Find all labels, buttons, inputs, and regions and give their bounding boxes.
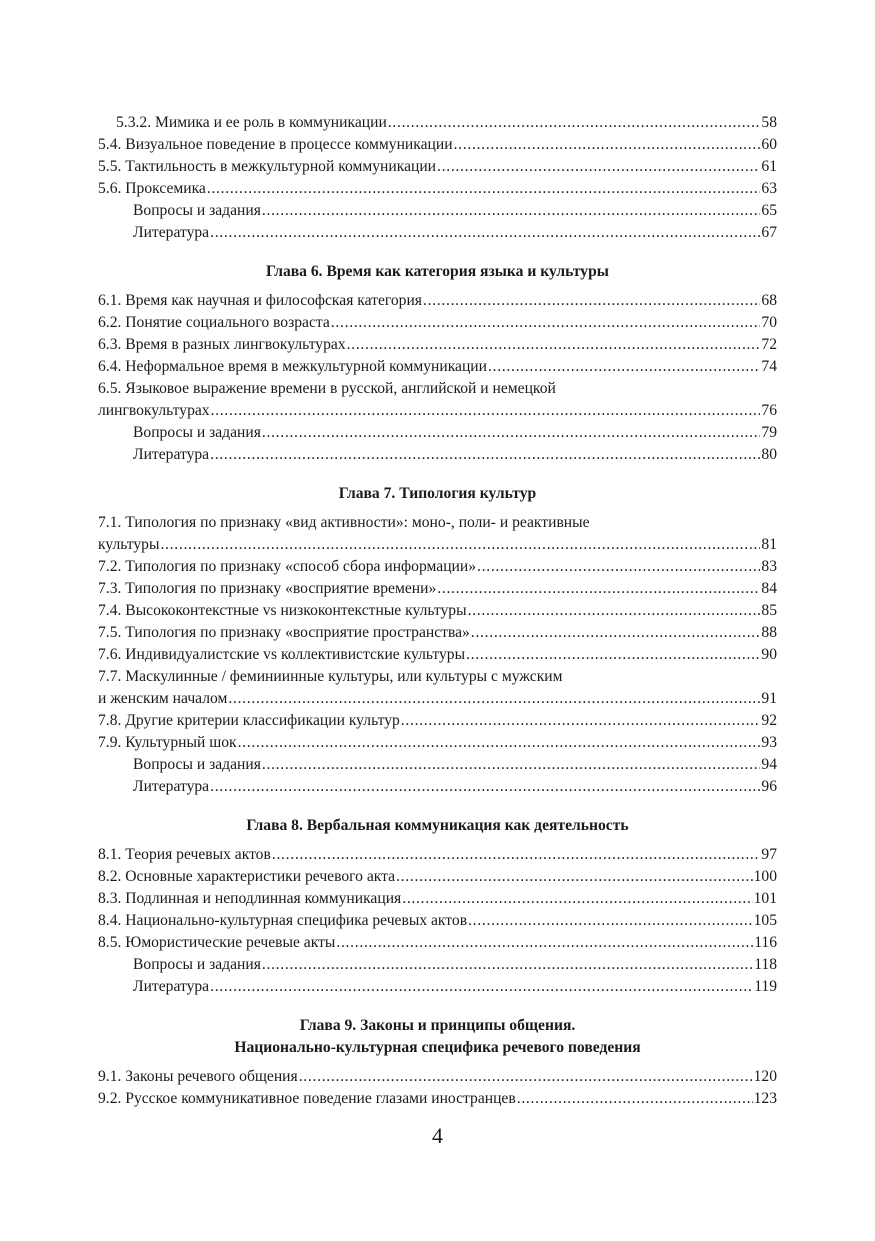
toc-leader-dots [210,776,760,798]
toc-leader-dots [488,356,760,378]
toc-leader-dots [402,888,752,910]
toc-entry-title: 7.6. Индивидуалистские vs коллективистские культуры [98,646,466,663]
toc-leader-dots [299,1066,753,1088]
toc-entry-page: 101 [753,890,777,907]
toc-entry-title: 7.1. Типология по признаку «вид активности»: моно-, поли- и реактивные [98,514,590,531]
toc-entry-title: 7.4. Высококонтекстные vs низкоконтекстные культуры [98,602,467,619]
toc-leader-dots [331,312,761,334]
toc-entry-title-cont: культуры [98,536,160,553]
toc-leader-dots [210,444,760,466]
toc-leader-dots [210,976,753,998]
toc-entry[interactable] [98,178,777,200]
toc-entry[interactable] [98,312,777,334]
toc-entry-page: 85 [761,602,777,619]
toc-leader-dots [388,112,761,134]
toc-entry-title: 9.1. Законы речевого общения [98,1068,298,1085]
chapter-9-heading-line2[interactable]: Национально-культурная специфика речевого поведения [234,1039,641,1056]
toc-leader-dots [262,954,753,976]
toc-leader-dots [160,534,760,556]
toc-entry-page: 65 [761,202,777,219]
toc-entry-page: 97 [761,846,777,863]
toc-entry-page: 100 [753,868,777,885]
toc-entry-page: 123 [753,1090,777,1107]
toc-entry-title: 7.2. Типология по признаку «способ сбора информации» [98,558,477,575]
toc-entry-page: 74 [761,358,777,375]
toc-entry-title: 5.3.2. Мимика и ее роль в коммуникации [116,114,387,131]
toc-entry-first-line[interactable] [98,512,777,534]
toc-entry-page: 118 [754,956,777,973]
toc-entry[interactable] [98,556,777,578]
chapter-7-heading[interactable]: Глава 7. Типология культур [338,485,537,502]
toc-leader-dots [211,400,761,422]
toc-leader-dots [238,732,761,754]
toc-entry-page: 76 [761,402,777,419]
toc-leader-dots [262,200,761,222]
toc-leader-dots [347,334,761,356]
toc-entry-title: 5.6. Проксемика [98,180,206,197]
toc-entry-page: 96 [761,778,777,795]
toc-entry-title: 6.1. Время как научная и философская категория [98,292,422,309]
toc-leader-dots [396,866,753,888]
toc-entry-page: 88 [761,624,777,641]
chapter-8-heading[interactable]: Глава 8. Вербальная коммуникация как деятельность [246,817,629,834]
toc-entry-title: Литература [133,778,210,795]
toc-entry-title: 6.2. Понятие социального возраста [98,314,330,331]
toc-entry-page: 120 [753,1068,777,1085]
toc-entry-page: 61 [761,158,777,175]
toc-entry-title: 7.9. Культурный шок [98,734,237,751]
toc-entry[interactable] [98,710,777,732]
toc-entry[interactable] [98,1066,777,1088]
toc-entry[interactable] [98,932,777,954]
toc-entry-title: 5.4. Визуальное поведение в процессе коммуникации [98,136,453,153]
toc-leader-dots [210,222,760,244]
toc-entry-first-line[interactable] [98,666,777,688]
toc-entry-title: Вопросы и задания [133,756,261,773]
toc-entry-title: 8.4. Национально-культурная специфика речевых актов [98,912,468,929]
toc-entry-literature[interactable] [98,776,777,798]
toc-entry-page: 94 [761,756,777,773]
toc-entry-literature[interactable] [98,976,777,998]
toc-entry-title: Вопросы и задания [133,956,261,973]
toc-entry-page: 67 [761,224,777,241]
table-of-contents [98,112,777,1110]
toc-leader-dots [468,600,761,622]
toc-entry[interactable] [98,888,777,910]
toc-leader-dots [401,710,761,732]
toc-entry[interactable] [98,910,777,932]
toc-entry-title-cont: лингвокультурах [98,402,210,419]
toc-entry-literature[interactable] [98,222,777,244]
toc-entry-page: 105 [753,912,777,929]
toc-entry[interactable] [98,356,777,378]
toc-entry-page: 83 [761,558,777,575]
toc-leader-dots [228,688,760,710]
toc-entry-questions[interactable] [98,754,777,776]
toc-entry-title: 8.5. Юмористические речевые акты [98,934,336,951]
toc-entry-page: 84 [761,580,777,597]
toc-entry[interactable] [98,134,777,156]
toc-entry-page: 60 [761,136,777,153]
toc-leader-dots [272,844,761,866]
toc-leader-dots [466,644,760,666]
toc-entry-title-cont: и женским началом [98,690,228,707]
toc-leader-dots [207,178,761,200]
toc-entry-title: 7.8. Другие критерии классификации культур [98,712,400,729]
toc-entry-literature[interactable] [98,444,777,466]
toc-entry-page: 68 [761,292,777,309]
chapter-6-heading[interactable]: Глава 6. Время как категория языка и культуры [266,263,609,280]
toc-entry[interactable] [98,112,777,134]
toc-entry-page: 92 [761,712,777,729]
toc-entry[interactable] [98,600,777,622]
toc-entry-page: 93 [761,734,777,751]
toc-leader-dots [262,754,761,776]
toc-entry-page: 58 [761,114,777,131]
toc-entry-title: 8.3. Подлинная и неподлинная коммуникация [98,890,402,907]
toc-entry-questions[interactable] [98,422,777,444]
toc-entry-page: 81 [761,536,777,553]
toc-entry-title: 6.3. Время в разных лингвокультурах [98,336,346,353]
toc-entry-title: 8.2. Основные характеристики речевого акта [98,868,396,885]
toc-leader-dots [454,134,761,156]
toc-entry-title: Литература [133,978,210,995]
toc-entry-title: 7.5. Типология по признаку «восприятие пространства» [98,624,470,641]
toc-leader-dots [517,1088,753,1110]
chapter-9-heading-line1[interactable]: Глава 9. Законы и принципы общения. [299,1017,576,1034]
toc-entry-page: 119 [754,978,777,995]
toc-entry[interactable] [98,622,777,644]
toc-leader-dots [262,422,761,444]
toc-leader-dots [336,932,753,954]
toc-entry[interactable] [98,866,777,888]
toc-entry-title: Вопросы и задания [133,424,261,441]
toc-entry[interactable] [98,688,777,710]
toc-entry[interactable] [98,290,777,312]
toc-entry-page: 91 [761,690,777,707]
toc-entry[interactable] [98,534,777,556]
toc-entry[interactable] [98,334,777,356]
toc-leader-dots [468,910,753,932]
toc-entry-title: 6.4. Неформальное время в межкультурной коммуникации [98,358,487,375]
toc-entry[interactable] [98,732,777,754]
toc-entry-page: 72 [761,336,777,353]
page-number: 4 [432,1123,443,1148]
toc-entry-title: 7.3. Типология по признаку «восприятие времени» [98,580,437,597]
toc-entry-page: 116 [754,934,777,951]
toc-entry-title: 6.5. Языковое выражение времени в русской, английской и немецкой [98,380,556,397]
toc-entry[interactable] [98,578,777,600]
toc-leader-dots [437,156,760,178]
toc-entry[interactable] [98,400,777,422]
toc-entry-page: 90 [761,646,777,663]
toc-leader-dots [437,578,760,600]
toc-entry-page: 80 [761,446,777,463]
toc-leader-dots [477,556,760,578]
toc-entry[interactable] [98,644,777,666]
toc-entry-title: 7.7. Маскулинные / феминиинные культуры, или культуры с мужским [98,668,563,685]
toc-entry-first-line[interactable] [98,378,777,400]
toc-entry-title: Литература [133,446,210,463]
toc-entry-title: Вопросы и задания [133,202,261,219]
toc-leader-dots [471,622,761,644]
toc-entry-questions[interactable] [98,954,777,976]
toc-entry-page: 63 [761,180,777,197]
toc-entry-page: 70 [761,314,777,331]
toc-entry[interactable] [98,844,777,866]
toc-entry[interactable] [98,156,777,178]
toc-entry-questions[interactable] [98,200,777,222]
toc-entry-title: Литература [133,224,210,241]
toc-entry[interactable] [98,1088,777,1110]
toc-entry-title: 9.2. Русское коммуникативное поведение глазами иностранцев [98,1090,516,1107]
toc-entry-title: 8.1. Теория речевых актов [98,846,271,863]
toc-entry-title: 5.5. Тактильность в межкультурной коммуникации [98,158,437,175]
toc-entry-page: 79 [761,424,777,441]
toc-leader-dots [423,290,760,312]
